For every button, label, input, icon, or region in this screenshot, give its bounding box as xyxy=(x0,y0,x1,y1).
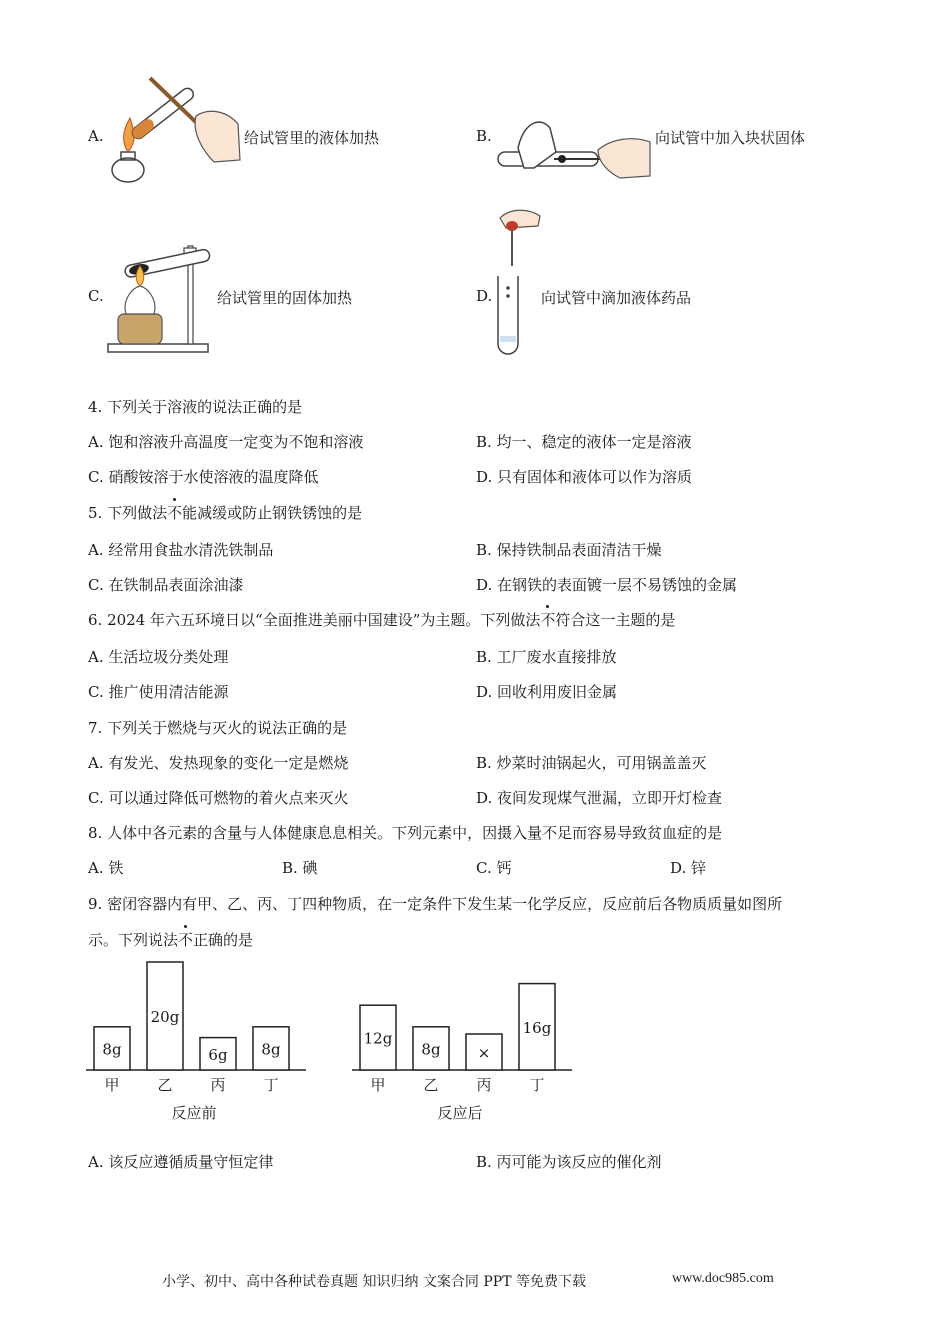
chart-before xyxy=(82,955,312,1130)
option-c-caption: 给试管里的固体加热 xyxy=(217,289,353,307)
question-6-option-c: C. 推广使用清洁能源 xyxy=(88,683,229,701)
chart-category-label: 甲 xyxy=(104,1076,120,1094)
question-8-option-a: A. 铁 xyxy=(88,859,124,877)
option-c-letter: C. xyxy=(88,287,104,305)
question-5-option-a: A. 经常用食盐水清洗铁制品 xyxy=(88,541,274,559)
chart-category-label: 丙 xyxy=(210,1076,226,1094)
question-8-option-b: B. 碘 xyxy=(282,859,318,877)
question-5-option-c: C. 在铁制品表面涂油漆 xyxy=(88,576,244,594)
question-6-option-d: D. 回收利用废旧金属 xyxy=(476,683,618,701)
question-6-option-a: A. 生活垃圾分类处理 xyxy=(88,648,229,666)
chart-value-label: 20g xyxy=(150,1008,180,1026)
question-6-option-b: B. 工厂废水直接排放 xyxy=(476,648,617,666)
question-4-option-d: D. 只有固体和液体可以作为溶质 xyxy=(476,468,693,486)
chart-category-label: 丙 xyxy=(476,1076,492,1094)
question-9-option-b: B. 丙可能为该反应的催化剂 xyxy=(476,1153,662,1171)
chart-after xyxy=(348,955,578,1130)
question-9-option-a: A. 该反应遵循质量守恒定律 xyxy=(88,1153,274,1171)
add-solid-illustration xyxy=(494,112,654,182)
chart-value-label: 12g xyxy=(363,1029,393,1048)
question-5-option-d: D. 在钢铁的表面镀一层不易锈蚀的金属 xyxy=(476,576,738,594)
dropper-illustration xyxy=(494,206,546,358)
option-d-caption: 向试管中滴加液体药品 xyxy=(541,289,692,307)
option-a-caption: 给试管里的液体加热 xyxy=(244,129,380,147)
solid-heating-illustration xyxy=(104,222,216,356)
question-7-stem: 7. 下列关于燃烧与灭火的说法正确的是 xyxy=(88,719,348,737)
question-5-stem: 5. 下列做法不能减缓或防止钢铁锈蚀的是 xyxy=(88,504,363,522)
emphasis-not: 不 xyxy=(167,504,183,522)
chart-title: 反应后 xyxy=(437,1104,483,1122)
chart-value-label: 8g xyxy=(421,1040,441,1059)
question-9-stem-line2: 示。下列说法不正确的是 xyxy=(88,931,254,949)
chart-value-label: 8g xyxy=(102,1040,122,1059)
question-7-option-b: B. 炒菜时油锅起火，可用锅盖盖灭 xyxy=(476,754,707,772)
chart-value-label: 16g xyxy=(522,1018,552,1037)
question-5-option-b: B. 保持铁制品表面清洁干燥 xyxy=(476,541,662,559)
option-d-letter: D. xyxy=(476,287,493,305)
footer-text: 小学、初中、高中各种试卷真题 知识归纳 文案合同 PPT 等免费下载 xyxy=(162,1274,586,1290)
option-b-caption: 向试管中加入块状固体 xyxy=(655,129,806,147)
chart-category-label: 丁 xyxy=(263,1076,279,1094)
option-a-letter: A. xyxy=(88,127,104,145)
liquid-heating-illustration xyxy=(104,70,242,188)
question-8-option-d: D. 锌 xyxy=(670,859,707,877)
chart-value-label: 6g xyxy=(208,1045,228,1064)
footer-url[interactable]: www.doc985.com xyxy=(672,1271,774,1286)
question-4-option-a: A. 饱和溶液升高温度一定变为不饱和溶液 xyxy=(88,433,364,451)
chart-value-label: × xyxy=(477,1044,491,1062)
question-4-option-c: C. 硝酸铵溶于水使溶液的温度降低 xyxy=(88,468,319,486)
chart-title: 反应前 xyxy=(171,1104,217,1122)
question-8-option-c: C. 钙 xyxy=(476,859,512,877)
emphasis-not: 不 xyxy=(540,611,556,629)
question-6-stem: 6. 2024 年六五环境日以“全面推进美丽中国建设”为主题。下列做法不符合这一主题的是 xyxy=(88,611,676,629)
question-8-stem: 8. 人体中各元素的含量与人体健康息息相关。下列元素中，因摄入量不足而容易导致贫血症的是 xyxy=(88,824,723,842)
option-b-letter: B. xyxy=(476,127,492,145)
question-7-option-a: A. 有发光、发热现象的变化一定是燃烧 xyxy=(88,754,349,772)
chart-category-label: 丁 xyxy=(529,1076,545,1094)
chart-category-label: 甲 xyxy=(370,1076,386,1094)
question-4-option-b: B. 均一、稳定的液体一定是溶液 xyxy=(476,433,692,451)
question-4-stem: 4. 下列关于溶液的说法正确的是 xyxy=(88,398,303,416)
question-7-option-c: C. 可以通过降低可燃物的着火点来灭火 xyxy=(88,789,349,807)
chart-category-label: 乙 xyxy=(423,1076,439,1094)
question-7-option-d: D. 夜间发现煤气泄漏，立即开灯检查 xyxy=(476,789,723,807)
chart-value-label: 8g xyxy=(261,1040,281,1059)
emphasis-not: 不 xyxy=(178,931,194,949)
chart-category-label: 乙 xyxy=(157,1076,173,1094)
question-9-stem-line1: 9. 密闭容器内有甲、乙、丙、丁四种物质，在一定条件下发生某一化学反应，反应前后各物质质量如图所 xyxy=(88,895,783,913)
